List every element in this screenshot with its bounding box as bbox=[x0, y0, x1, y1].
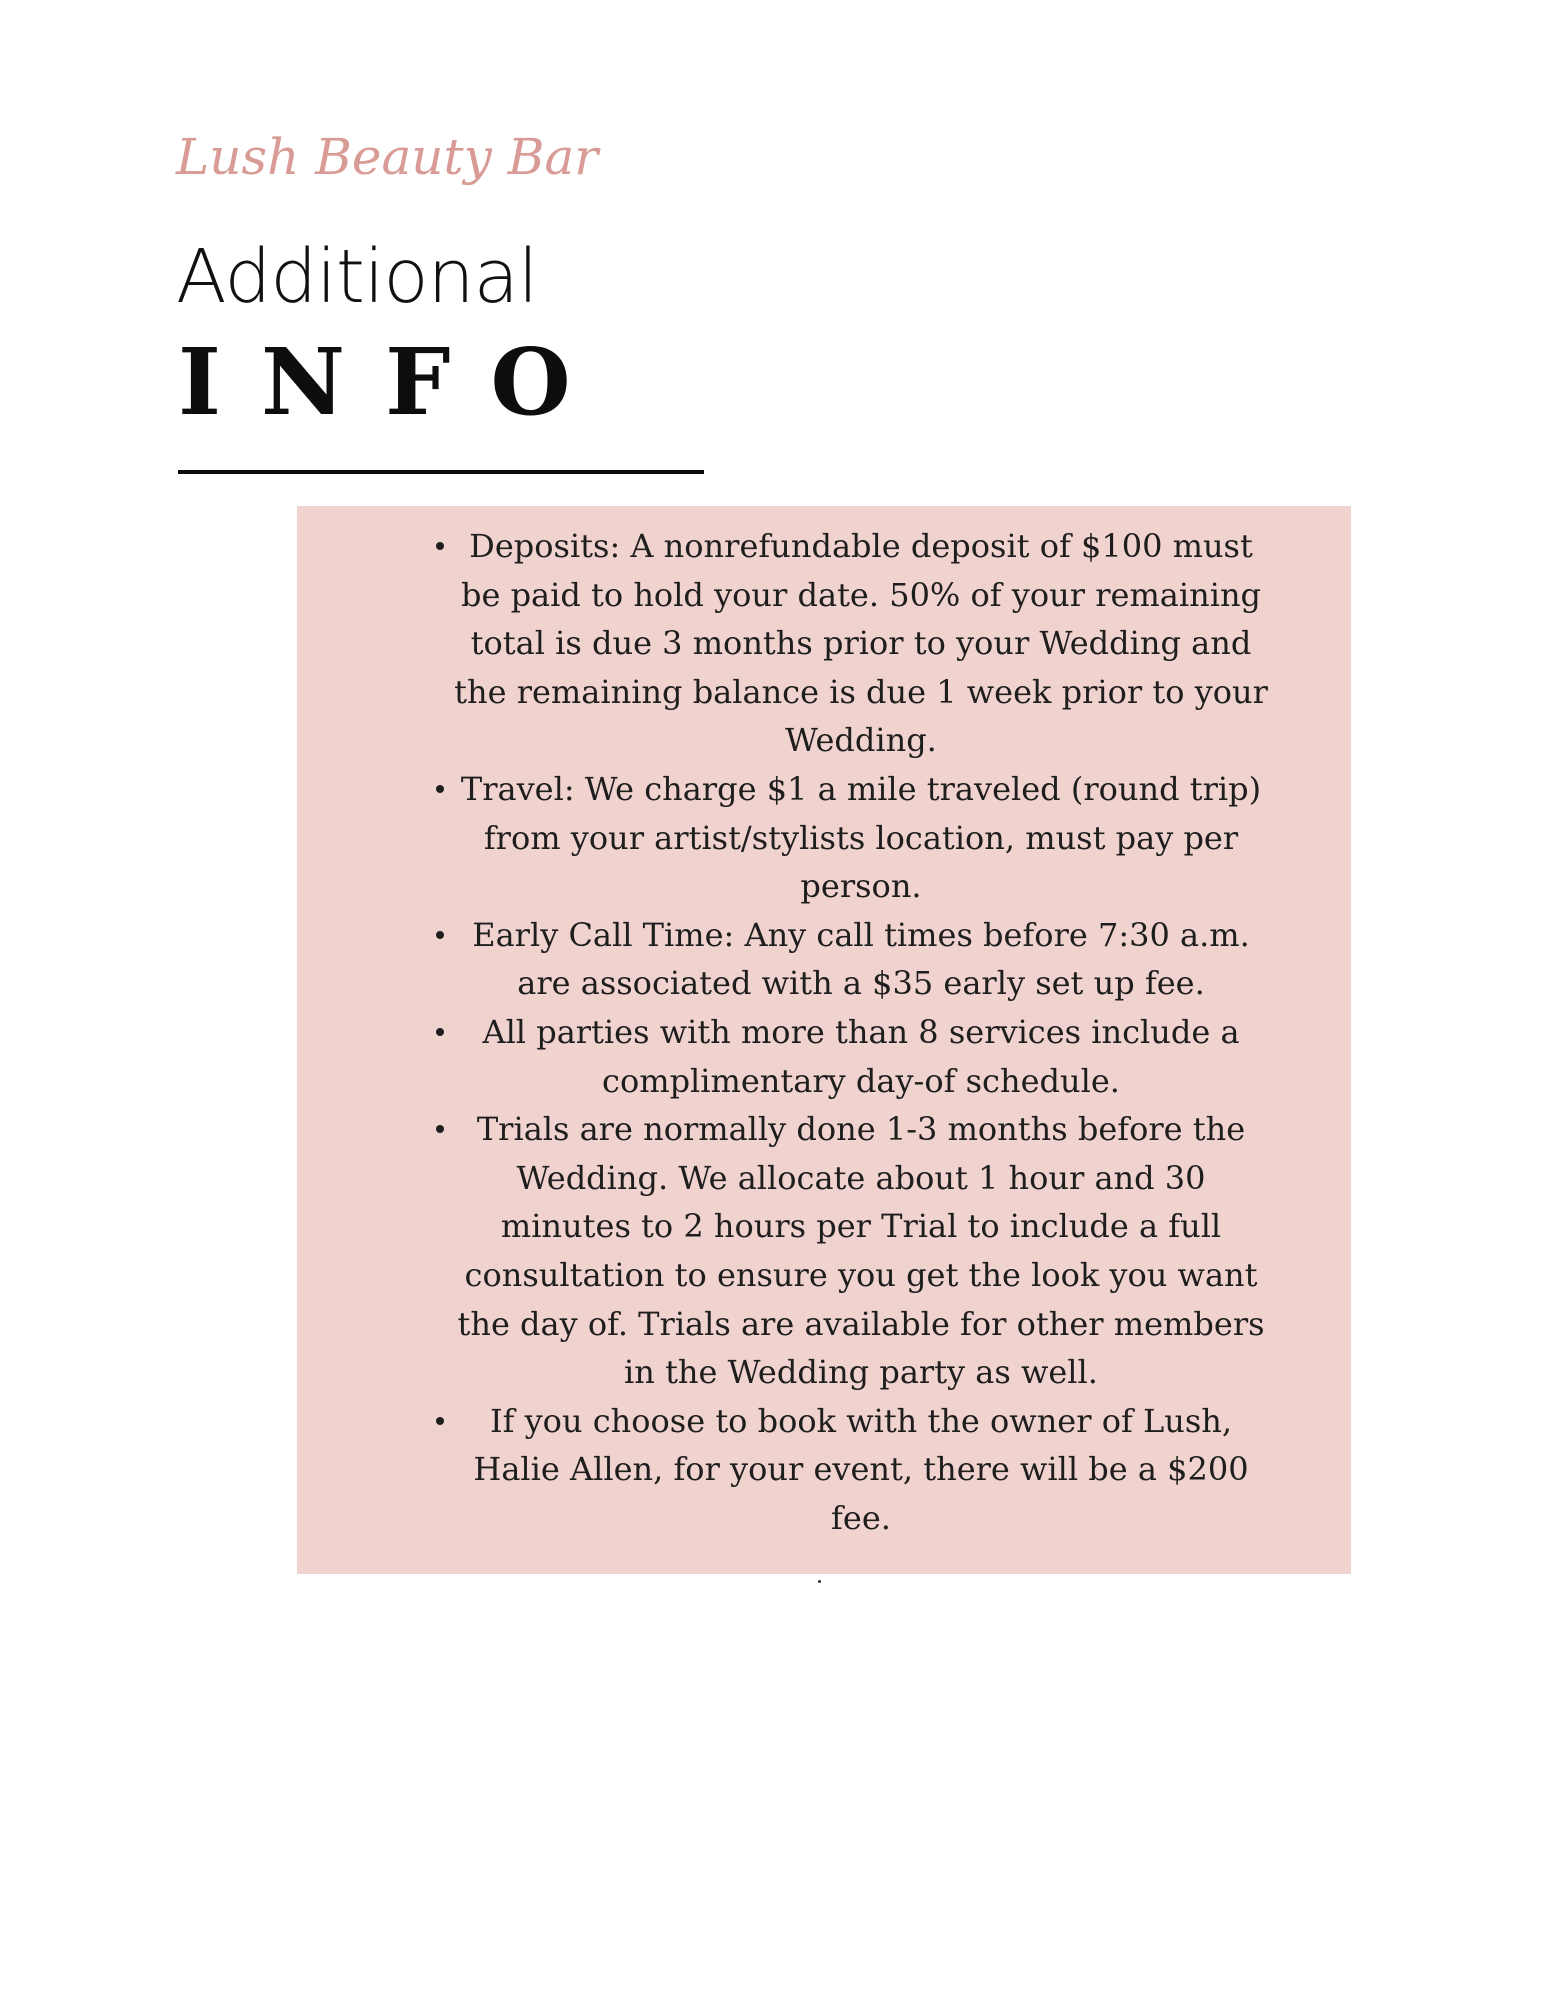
info-item-early-call bbox=[424, 911, 1274, 1008]
info-item-owner-fee bbox=[424, 1397, 1274, 1543]
page-subtitle: INFO bbox=[178, 328, 611, 436]
info-item-parties bbox=[424, 1008, 1274, 1105]
page-title: Additional bbox=[176, 234, 538, 320]
bullet-icon bbox=[436, 785, 444, 793]
title-divider bbox=[178, 470, 704, 474]
brand-logo-text: Lush Beauty Bar bbox=[176, 128, 599, 186]
decorative-dot bbox=[818, 1580, 821, 1583]
info-panel bbox=[297, 506, 1351, 1574]
info-item-travel bbox=[424, 765, 1274, 911]
bullet-icon bbox=[436, 1417, 444, 1425]
info-item-text: Trials are normally done 1-3 months before the Wedding. We allocate about 1 hour and 30 minutes to 2 hours per Trial to include a full consultation to ensure you get the look you want the day of. Trials are available for other members in the Wedding party as well. bbox=[457, 1110, 1265, 1392]
info-item-deposits bbox=[424, 522, 1274, 765]
bullet-icon bbox=[436, 1125, 444, 1133]
info-item-text: Deposits: A nonrefundable deposit of $100 must be paid to hold your date. 50% of your remaining total is due 3 months prior to your Wedding and the remaining balance is due 1 week prior to your Wedding. bbox=[454, 527, 1268, 760]
info-list bbox=[424, 522, 1274, 1542]
info-item-text: If you choose to book with the owner of Lush, Halie Allen, for your event, there will be a $200 fee. bbox=[473, 1401, 1249, 1537]
info-item-text: Early Call Time: Any call times before 7:30 a.m. are associated with a $35 early set up fee. bbox=[472, 915, 1250, 1003]
bullet-icon bbox=[436, 1028, 444, 1036]
info-item-trials bbox=[424, 1105, 1274, 1397]
bullet-icon bbox=[436, 931, 444, 939]
bullet-icon bbox=[436, 542, 444, 550]
info-item-text: All parties with more than 8 services include a complimentary day-of schedule. bbox=[482, 1012, 1240, 1100]
info-item-text: Travel: We charge $1 a mile traveled (round trip) from your artist/stylists location, must pay per person. bbox=[460, 769, 1262, 906]
